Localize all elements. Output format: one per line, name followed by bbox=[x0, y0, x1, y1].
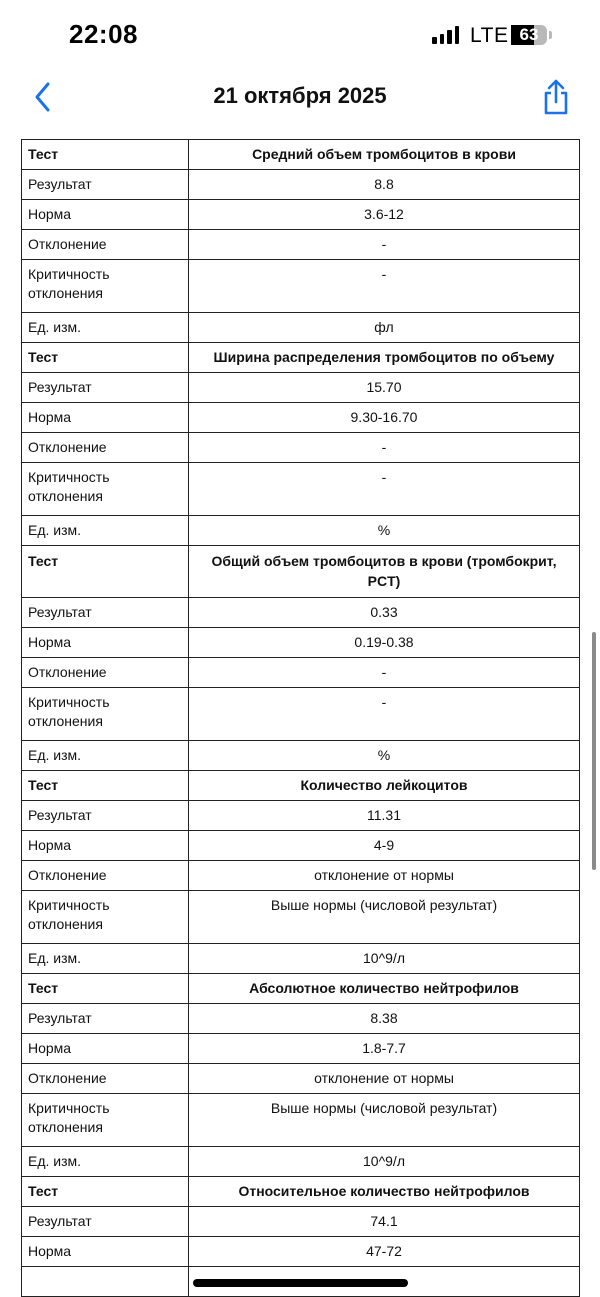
norm-value: 0.19-0.38 bbox=[189, 628, 580, 658]
row-label: Отклонение bbox=[22, 433, 189, 463]
table-row-deviation bbox=[22, 1064, 580, 1094]
table-row-norm bbox=[22, 628, 580, 658]
row-label: Тест bbox=[22, 343, 189, 373]
signal-icon bbox=[432, 26, 459, 44]
row-label: Норма bbox=[22, 200, 189, 230]
table-row-result bbox=[22, 1004, 580, 1034]
table-row-unit bbox=[22, 944, 580, 974]
test-name: Средний объем тромбоцитов в крови bbox=[189, 140, 580, 170]
row-label: Тест bbox=[22, 771, 189, 801]
table-row-deviation bbox=[22, 861, 580, 891]
result-value: 11.31 bbox=[189, 801, 580, 831]
row-label: Отклонение bbox=[22, 658, 189, 688]
row-label: Результат bbox=[22, 1004, 189, 1034]
network-type: LTE bbox=[470, 24, 509, 47]
norm-value: 4-9 bbox=[189, 831, 580, 861]
unit-value: фл bbox=[189, 313, 580, 343]
norm-value: 47-72 bbox=[189, 1237, 580, 1267]
criticality-value: - bbox=[189, 688, 580, 741]
battery-percent: 63 bbox=[519, 25, 539, 44]
deviation-value: отклонение от нормы bbox=[189, 1064, 580, 1094]
row-label: Результат bbox=[22, 801, 189, 831]
status-time: 22:08 bbox=[69, 19, 138, 49]
table-row-criticality bbox=[22, 260, 580, 313]
results-table-container bbox=[21, 139, 580, 1259]
row-label: Тест bbox=[22, 140, 189, 170]
table-row-norm bbox=[22, 1237, 580, 1267]
row-label: Тест bbox=[22, 546, 189, 598]
status-bar bbox=[0, 0, 600, 70]
result-value: 8.38 bbox=[189, 1004, 580, 1034]
row-label: Отклонение bbox=[22, 1064, 189, 1094]
table-row-result bbox=[22, 373, 580, 403]
table-row-criticality bbox=[22, 891, 580, 944]
table-row-test bbox=[22, 974, 580, 1004]
table-row-criticality bbox=[22, 688, 580, 741]
test-name: Ширина распределения тромбоцитов по объему bbox=[189, 343, 580, 373]
table-row-test bbox=[22, 1177, 580, 1207]
row-label bbox=[22, 1267, 189, 1297]
table-row-deviation bbox=[22, 658, 580, 688]
row-label: Критичность отклонения bbox=[22, 688, 189, 741]
table-row-result bbox=[22, 801, 580, 831]
row-label: Норма bbox=[22, 1237, 189, 1267]
table-row-test bbox=[22, 140, 580, 170]
navigation-bar bbox=[0, 70, 600, 126]
test-name: Абсолютное количество нейтрофилов bbox=[189, 974, 580, 1004]
row-label: Норма bbox=[22, 1034, 189, 1064]
row-label: Тест bbox=[22, 974, 189, 1004]
row-label: Отклонение bbox=[22, 230, 189, 260]
row-label: Результат bbox=[22, 598, 189, 628]
deviation-value: - bbox=[189, 433, 580, 463]
row-label: Норма bbox=[22, 403, 189, 433]
table-row-deviation bbox=[22, 433, 580, 463]
deviation-value: - bbox=[189, 658, 580, 688]
vertical-scrollbar[interactable] bbox=[592, 632, 596, 870]
table-row-norm bbox=[22, 1034, 580, 1064]
table-row-test bbox=[22, 343, 580, 373]
unit-value: 10^9/л bbox=[189, 944, 580, 974]
result-value: 0.33 bbox=[189, 598, 580, 628]
row-label: Ед. изм. bbox=[22, 944, 189, 974]
table-row-norm bbox=[22, 200, 580, 230]
table-row-deviation bbox=[22, 230, 580, 260]
row-label: Ед. изм. bbox=[22, 1147, 189, 1177]
results-table bbox=[21, 139, 580, 1297]
row-label: Норма bbox=[22, 831, 189, 861]
criticality-value: - bbox=[189, 260, 580, 313]
table-row-norm bbox=[22, 831, 580, 861]
table-row-test bbox=[22, 546, 580, 598]
norm-value: 1.8-7.7 bbox=[189, 1034, 580, 1064]
table-row-criticality bbox=[22, 1094, 580, 1147]
row-label: Критичность отклонения bbox=[22, 1094, 189, 1147]
unit-value: % bbox=[189, 516, 580, 546]
row-label: Ед. изм. bbox=[22, 741, 189, 771]
row-label: Результат bbox=[22, 1207, 189, 1237]
table-row-result bbox=[22, 598, 580, 628]
row-label: Критичность отклонения bbox=[22, 891, 189, 944]
table-row-unit bbox=[22, 741, 580, 771]
unit-value: % bbox=[189, 741, 580, 771]
test-name: Относительное количество нейтрофилов bbox=[189, 1177, 580, 1207]
home-indicator[interactable] bbox=[193, 1279, 408, 1287]
row-label: Результат bbox=[22, 170, 189, 200]
page-title: 21 октября 2025 bbox=[213, 83, 387, 108]
unit-value: 10^9/л bbox=[189, 1147, 580, 1177]
row-label: Критичность отклонения bbox=[22, 260, 189, 313]
result-value: 15.70 bbox=[189, 373, 580, 403]
row-label: Норма bbox=[22, 628, 189, 658]
share-icon bbox=[540, 78, 572, 116]
criticality-value: Выше нормы (числовой результат) bbox=[189, 891, 580, 944]
test-name: Общий объем тромбоцитов в крови (тромбокрит, PCT) bbox=[189, 546, 580, 598]
table-row-unit bbox=[22, 313, 580, 343]
table-row-unit bbox=[22, 1147, 580, 1177]
row-label: Ед. изм. bbox=[22, 516, 189, 546]
result-value: 8.8 bbox=[189, 170, 580, 200]
row-label: Результат bbox=[22, 373, 189, 403]
table-row-result bbox=[22, 170, 580, 200]
table-row-result bbox=[22, 1207, 580, 1237]
norm-value: 9.30-16.70 bbox=[189, 403, 580, 433]
deviation-value: - bbox=[189, 230, 580, 260]
table-row-test bbox=[22, 771, 580, 801]
criticality-value: - bbox=[189, 463, 580, 516]
battery-icon bbox=[511, 25, 547, 45]
result-value: 74.1 bbox=[189, 1207, 580, 1237]
table-row-unit bbox=[22, 516, 580, 546]
row-label: Отклонение bbox=[22, 861, 189, 891]
table-row-criticality bbox=[22, 463, 580, 516]
row-label: Критичность отклонения bbox=[22, 463, 189, 516]
row-label: Ед. изм. bbox=[22, 313, 189, 343]
row-label: Тест bbox=[22, 1177, 189, 1207]
battery-nub bbox=[549, 31, 552, 39]
deviation-value: отклонение от нормы bbox=[189, 861, 580, 891]
norm-value: 3.6-12 bbox=[189, 200, 580, 230]
share-button[interactable] bbox=[540, 78, 572, 116]
test-name: Количество лейкоцитов bbox=[189, 771, 580, 801]
criticality-value: Выше нормы (числовой результат) bbox=[189, 1094, 580, 1147]
table-row-norm bbox=[22, 403, 580, 433]
